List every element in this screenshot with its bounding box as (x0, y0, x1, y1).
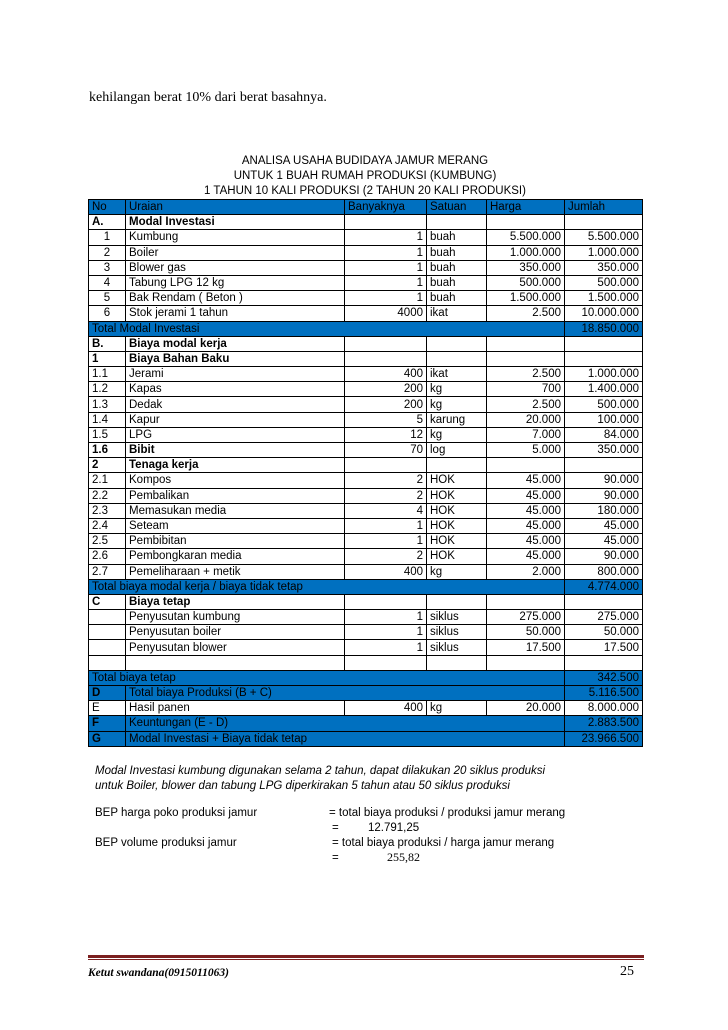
table-cell: 70 (345, 443, 427, 458)
table-cell: 17.500 (565, 640, 643, 655)
table-row (89, 625, 643, 640)
table-cell: 1.500.000 (487, 291, 565, 306)
table-cell: Boiler (126, 245, 345, 260)
table-cell: Jerami (126, 367, 345, 382)
table-cell (487, 655, 565, 670)
table-cell: 4000 (345, 306, 427, 321)
table-row (89, 473, 643, 488)
header-cell: Uraian (126, 200, 345, 215)
total-label-cell: Total biaya modal kerja / biaya tidak tetap (89, 579, 565, 594)
table-cell: ikat (427, 367, 487, 382)
table-cell: 90.000 (565, 549, 643, 564)
header-cell: Harga (487, 200, 565, 215)
table-cell: kg (427, 427, 487, 442)
table-row (89, 518, 643, 533)
table-cell (427, 351, 487, 366)
bep-volume-formula: = total biaya produksi / harga jamur merang (332, 837, 555, 849)
table-cell: 20.000 (487, 412, 565, 427)
table-row (89, 594, 643, 609)
table-cell (427, 594, 487, 609)
table-cell (345, 215, 427, 230)
table-cell: Biaya modal kerja (126, 336, 345, 351)
table-cell: Kumbung (126, 230, 345, 245)
table-cell: buah (427, 230, 487, 245)
table-cell: 350.000 (565, 260, 643, 275)
table-cell: siklus (427, 640, 487, 655)
table-cell: 1 (345, 245, 427, 260)
table-cell: 500.000 (565, 397, 643, 412)
table-cell: Bibit (126, 443, 345, 458)
table-cell: 1.000.000 (487, 245, 565, 260)
table-row (89, 443, 643, 458)
table-cell: Stok jerami 1 tahun (126, 306, 345, 321)
table-row (89, 230, 643, 245)
table-cell: 45.000 (487, 549, 565, 564)
table-title-block (88, 154, 642, 199)
table-cell: 500.000 (565, 275, 643, 290)
table-cell: 1 (345, 291, 427, 306)
table-cell: 4 (345, 503, 427, 518)
table-cell: Penyusutan boiler (126, 625, 345, 640)
row-value-cell: 5.116.500 (565, 686, 643, 701)
table-cell: 1.000.000 (565, 367, 643, 382)
table-cell: 17.500 (487, 640, 565, 655)
table-row (89, 731, 643, 746)
table-cell: buah (427, 260, 487, 275)
table-cell: E (89, 701, 126, 716)
table-cell (89, 655, 126, 670)
table-cell: 2.7 (89, 564, 126, 579)
table-cell: Biaya Bahan Baku (126, 351, 345, 366)
table-cell (487, 351, 565, 366)
intro-text: kehilangan berat 10% dari berat basahnya. (89, 90, 327, 105)
page-number: 25 (620, 964, 634, 979)
table-cell: 200 (345, 397, 427, 412)
table-cell (345, 336, 427, 351)
table-cell: 100.000 (565, 412, 643, 427)
table-cell: 5.500.000 (487, 230, 565, 245)
table-row (89, 716, 643, 731)
table-cell: Memasukan media (126, 503, 345, 518)
table-cell: 1.000.000 (565, 245, 643, 260)
footer-rule-thin (88, 959, 644, 960)
table-cell: 2.1 (89, 473, 126, 488)
table-cell (487, 458, 565, 473)
table-cell: 5.500.000 (565, 230, 643, 245)
table-cell: 2.500 (487, 306, 565, 321)
table-cell: 1 (345, 610, 427, 625)
table-cell: Tabung LPG 12 kg (126, 275, 345, 290)
table-cell: Bak Rendam ( Beton ) (126, 291, 345, 306)
table-cell: Hasil panen (126, 701, 345, 716)
table-cell: 1.500.000 (565, 291, 643, 306)
table-cell: 6 (89, 306, 126, 321)
table-cell: Pembongkaran media (126, 549, 345, 564)
table-cell (89, 640, 126, 655)
table-cell: Tenaga kerja (126, 458, 345, 473)
table-cell: Pembibitan (126, 534, 345, 549)
table-cell: Biaya tetap (126, 594, 345, 609)
table-cell: 2.500 (487, 397, 565, 412)
table-cell: HOK (427, 488, 487, 503)
table-row (89, 275, 643, 290)
table-cell: log (427, 443, 487, 458)
bep-volume-label: BEP volume produksi jamur (95, 837, 237, 849)
header-cell: No (89, 200, 126, 215)
table-cell: 1 (345, 625, 427, 640)
table-row (89, 215, 643, 230)
table-cell (565, 351, 643, 366)
table-cell: 400 (345, 701, 427, 716)
header-cell: Satuan (427, 200, 487, 215)
table-cell: siklus (427, 610, 487, 625)
table-row (89, 670, 643, 685)
table-cell: Kapur (126, 412, 345, 427)
table-cell (427, 215, 487, 230)
row-label-cell: Modal Investasi + Biaya tidak tetap (126, 731, 565, 746)
table-row (89, 306, 643, 321)
table-cell: 45.000 (565, 518, 643, 533)
table-cell: Seteam (126, 518, 345, 533)
table-cell: kg (427, 564, 487, 579)
table-cell: 45.000 (487, 534, 565, 549)
table-row (89, 488, 643, 503)
table-row (89, 245, 643, 260)
table-cell: 400 (345, 564, 427, 579)
table-row (89, 351, 643, 366)
table-cell: 4 (89, 275, 126, 290)
table-cell: 45.000 (487, 488, 565, 503)
table-cell: 5 (89, 291, 126, 306)
table-cell: 1.400.000 (565, 382, 643, 397)
table-cell: buah (427, 275, 487, 290)
table-row (89, 579, 643, 594)
table-cell (565, 336, 643, 351)
table-cell: 2.2 (89, 488, 126, 503)
table-cell: 5.000 (487, 443, 565, 458)
table-row (89, 321, 643, 336)
table-cell: 1 (345, 640, 427, 655)
table-row (89, 336, 643, 351)
table-cell (565, 215, 643, 230)
table-cell: 275.000 (487, 610, 565, 625)
table-cell: 1.6 (89, 443, 126, 458)
table-cell: Penyusutan blower (126, 640, 345, 655)
table-cell: Modal Investasi (126, 215, 345, 230)
table-cell: 2.5 (89, 534, 126, 549)
table-cell (345, 458, 427, 473)
total-label-cell: Total biaya tetap (89, 670, 565, 685)
footer-rule-thick (88, 955, 644, 958)
table-cell: Blower gas (126, 260, 345, 275)
table-row (89, 701, 643, 716)
table-cell: buah (427, 245, 487, 260)
table-row (89, 291, 643, 306)
table-cell: 800.000 (565, 564, 643, 579)
table-cell: kg (427, 382, 487, 397)
table-cell (345, 655, 427, 670)
table-cell: 8.000.000 (565, 701, 643, 716)
table-cell: kg (427, 701, 487, 716)
table-cell: HOK (427, 518, 487, 533)
notes-block (95, 764, 545, 794)
table-cell: 2.000 (487, 564, 565, 579)
table-cell (487, 336, 565, 351)
note-line-1: Modal Investasi kumbung digunakan selama 2 tahun, dapat dilakukan 20 siklus produksi (95, 765, 546, 777)
cost-analysis-table (88, 199, 643, 747)
total-value-cell: 4.774.000 (565, 579, 643, 594)
table-cell: 2 (345, 488, 427, 503)
table-cell: 50.000 (487, 625, 565, 640)
table-cell: C (89, 594, 126, 609)
table-row (89, 367, 643, 382)
row-value-cell: 23.966.500 (565, 731, 643, 746)
table-cell: 500.000 (487, 275, 565, 290)
table-cell: 1 (345, 534, 427, 549)
table-cell: Dedak (126, 397, 345, 412)
table-cell: 1.4 (89, 412, 126, 427)
table-cell: B. (89, 336, 126, 351)
table-cell: 400 (345, 367, 427, 382)
table-cell: Pemeliharaan + metik (126, 564, 345, 579)
table-cell: ikat (427, 306, 487, 321)
table-cell: 45.000 (487, 473, 565, 488)
table-cell: 1 (345, 518, 427, 533)
table-cell: 84.000 (565, 427, 643, 442)
table-cell: 1.3 (89, 397, 126, 412)
table-cell: 3 (89, 260, 126, 275)
table-cell: HOK (427, 549, 487, 564)
table-header-row (89, 200, 643, 215)
note-line-2: untuk Boiler, blower dan tabung LPG diperkirakan 5 tahun atau 50 siklus produksi (95, 780, 510, 792)
table-cell: 1.2 (89, 382, 126, 397)
footer-author: Ketut swandana(0915011063) (88, 967, 229, 979)
table-cell (126, 655, 345, 670)
table-cell (427, 458, 487, 473)
table-cell (487, 594, 565, 609)
table-cell: 2.3 (89, 503, 126, 518)
table-cell: HOK (427, 534, 487, 549)
table-cell (565, 594, 643, 609)
table-row (89, 640, 643, 655)
table-row (89, 655, 643, 670)
table-row (89, 458, 643, 473)
table-row (89, 549, 643, 564)
table-cell: 45.000 (487, 518, 565, 533)
table-cell: 2.500 (487, 367, 565, 382)
table-cell: 1 (89, 230, 126, 245)
table-cell: 45.000 (487, 503, 565, 518)
table-cell: LPG (126, 427, 345, 442)
table-cell (89, 625, 126, 640)
table-cell: 2 (345, 549, 427, 564)
row-label-cell: Total biaya Produksi (B + C) (126, 686, 565, 701)
table-cell: 1.1 (89, 367, 126, 382)
table-row (89, 686, 643, 701)
table-cell (427, 655, 487, 670)
header-cell: Jumlah (565, 200, 643, 215)
title-line-2: UNTUK 1 BUAH RUMAH PRODUKSI (KUMBUNG) (233, 170, 497, 182)
table-cell: 180.000 (565, 503, 643, 518)
table-cell: 1 (345, 230, 427, 245)
title-line-3: 1 TAHUN 10 KALI PRODUKSI (2 TAHUN 20 KALI PRODUKSI) (204, 185, 526, 197)
table-row (89, 412, 643, 427)
table-cell (565, 458, 643, 473)
table-cell: 350.000 (565, 443, 643, 458)
table-row (89, 382, 643, 397)
row-label-cell: Keuntungan (E - D) (126, 716, 565, 731)
table-cell: 45.000 (565, 534, 643, 549)
table-cell: 20.000 (487, 701, 565, 716)
table-cell: 10.000.000 (565, 306, 643, 321)
table-cell: Penyusutan kumbung (126, 610, 345, 625)
table-cell: A. (89, 215, 126, 230)
table-cell: HOK (427, 503, 487, 518)
title-line-1: ANALISA USAHA BUDIDAYA JAMUR MERANG (241, 155, 489, 167)
bep-volume-eq: = (332, 852, 339, 864)
table-row (89, 427, 643, 442)
bep-harga-formula: = total biaya produksi / produksi jamur merang (329, 807, 566, 819)
table-row (89, 610, 643, 625)
bep-volume-value: 255,82 (387, 850, 420, 864)
table-cell: Kompos (126, 473, 345, 488)
bep-harga-label: BEP harga poko produksi jamur (95, 807, 258, 819)
table-cell: 90.000 (565, 488, 643, 503)
table-cell: 2 (345, 473, 427, 488)
table-cell: 350.000 (487, 260, 565, 275)
table-cell: 5 (345, 412, 427, 427)
table-cell (345, 594, 427, 609)
table-cell: 1 (89, 351, 126, 366)
table-cell: kg (427, 397, 487, 412)
table-cell: 2.6 (89, 549, 126, 564)
table-cell (487, 215, 565, 230)
table-row (89, 260, 643, 275)
table-cell: karung (427, 412, 487, 427)
table-cell: 1 (345, 275, 427, 290)
table-cell: 1.5 (89, 427, 126, 442)
total-label-cell: Total Modal Investasi (89, 321, 565, 336)
table-cell (345, 351, 427, 366)
table-cell: Kapas (126, 382, 345, 397)
table-cell: HOK (427, 473, 487, 488)
table-cell (565, 655, 643, 670)
bep-harga-eq: = (332, 822, 339, 834)
table-cell: 700 (487, 382, 565, 397)
table-cell (89, 610, 126, 625)
table-cell: Pembalikan (126, 488, 345, 503)
table-cell: 200 (345, 382, 427, 397)
table-row (89, 503, 643, 518)
table-cell: 7.000 (487, 427, 565, 442)
table-cell: siklus (427, 625, 487, 640)
table-cell: 2 (89, 458, 126, 473)
table-cell: 275.000 (565, 610, 643, 625)
table-row (89, 564, 643, 579)
table-cell: 90.000 (565, 473, 643, 488)
table-row (89, 397, 643, 412)
table-cell (427, 336, 487, 351)
row-no-cell: D (89, 686, 126, 701)
row-no-cell: F (89, 716, 126, 731)
table-cell: 2 (89, 245, 126, 260)
row-no-cell: G (89, 731, 126, 746)
total-value-cell: 18.850.000 (565, 321, 643, 336)
table-cell: buah (427, 291, 487, 306)
row-value-cell: 2.883.500 (565, 716, 643, 731)
table-row (89, 534, 643, 549)
total-value-cell: 342.500 (565, 670, 643, 685)
bep-harga-value: 12.791,25 (368, 822, 420, 834)
header-cell: Banyaknya (345, 200, 427, 215)
table-cell: 2.4 (89, 518, 126, 533)
table-cell: 12 (345, 427, 427, 442)
table-cell: 50.000 (565, 625, 643, 640)
table-cell: 1 (345, 260, 427, 275)
